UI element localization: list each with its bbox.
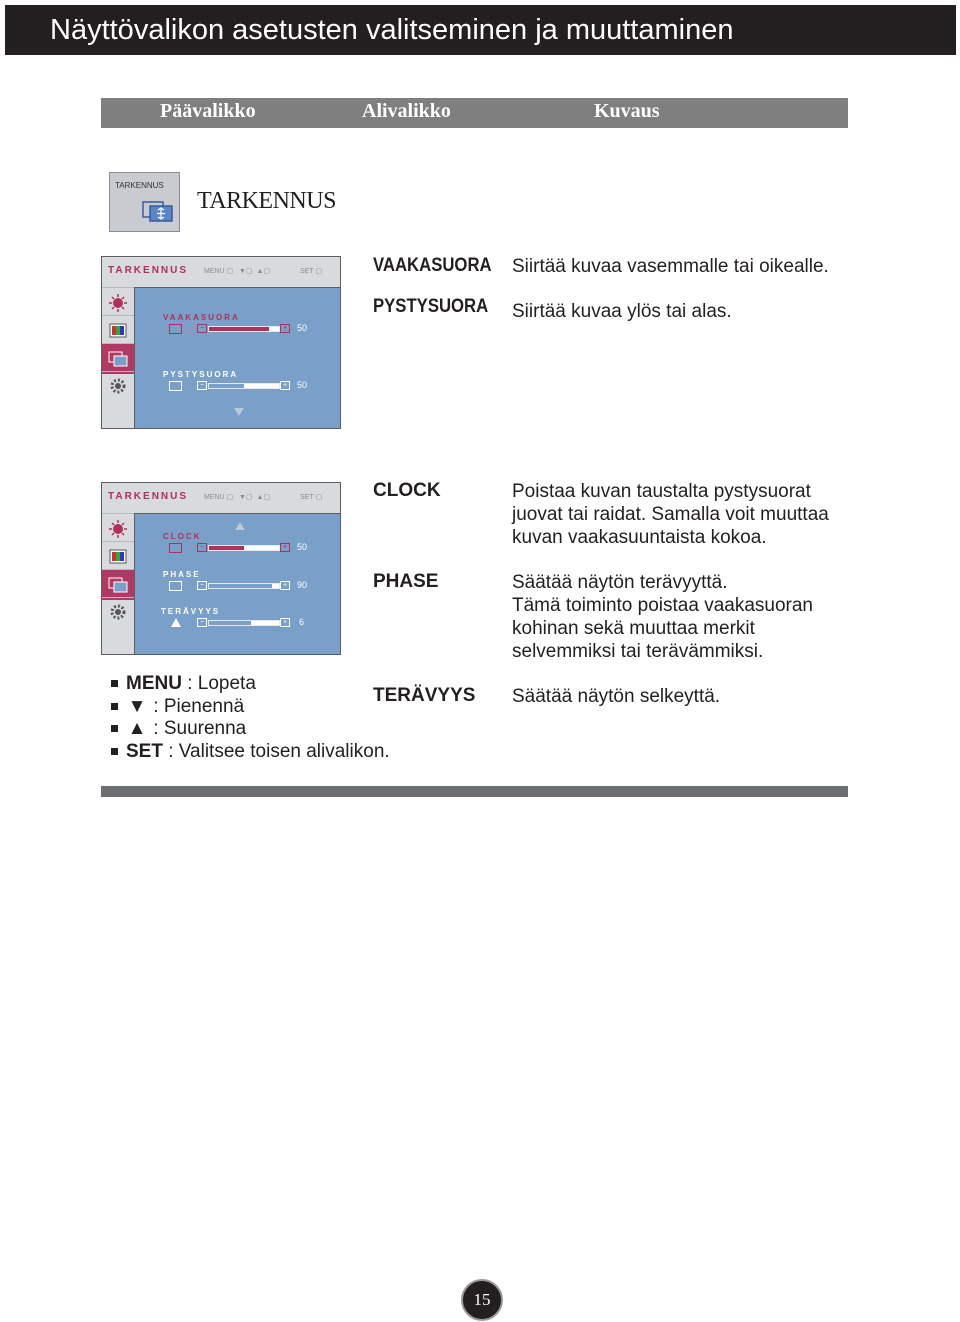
osd-item-value: 50	[297, 380, 308, 390]
main-menu-icon	[109, 172, 180, 232]
clock-icon	[169, 543, 182, 553]
legend-item	[111, 741, 390, 764]
bullet-icon	[111, 725, 118, 732]
submenu-label-phase: PHASE	[373, 571, 439, 592]
minus-icon: −	[197, 324, 207, 333]
vertical-position-icon	[169, 381, 182, 391]
legend-key: SET	[126, 740, 163, 762]
description-sharpness	[512, 685, 720, 708]
osd-item-label: VAAKASUORA	[163, 313, 240, 322]
title-bar	[5, 5, 956, 55]
main-menu-icon-label: TARKENNUS	[115, 181, 164, 190]
color-tab-icon	[102, 315, 134, 346]
submenu-label-horizontal: VAAKASUORA	[373, 255, 492, 276]
minus-icon: −	[197, 381, 207, 390]
osd-item-panel	[134, 287, 340, 428]
osd-menu-hint-label: MENU	[204, 268, 225, 275]
description-line: Poistaa kuvan taustalta pystysuorat	[512, 481, 811, 502]
plus-icon: +	[280, 543, 290, 552]
submenu-label-clock: CLOCK	[373, 480, 441, 501]
osd-tab-column	[102, 513, 134, 654]
plus-icon: +	[280, 324, 290, 333]
scroll-down-arrow-icon	[234, 408, 244, 416]
tracking-tab-icon	[102, 343, 134, 374]
legend-item	[111, 696, 390, 719]
description-line: Tämä toiminto poistaa vaakasuoran	[512, 595, 813, 616]
page-title: Näyttövalikon asetusten valitseminen ja muuttaminen	[50, 14, 734, 46]
osd-item-label: PHASE	[163, 570, 201, 579]
description-line: kohinan sekä muuttaa merkit	[512, 618, 755, 639]
osd-screenshot-clock	[101, 482, 341, 655]
osd-screenshot-position	[101, 256, 341, 429]
legend-text: : Pienennä	[148, 695, 245, 717]
slider-track	[208, 326, 280, 332]
bullet-icon	[111, 680, 118, 687]
description-phase	[512, 571, 813, 663]
legend-item	[111, 718, 390, 741]
color-tab-icon	[102, 541, 134, 572]
osd-set-hint: SET ▢	[300, 494, 323, 501]
description-vertical	[512, 300, 732, 323]
plus-icon: +	[280, 381, 290, 390]
submenu-label-sharpness: TERÄVYYS	[373, 685, 476, 706]
description-horizontal	[512, 255, 829, 278]
osd-title: TARKENNUS	[108, 491, 189, 502]
slider-track	[208, 583, 280, 589]
tracking-tab-icon	[102, 569, 134, 600]
bullet-icon	[111, 748, 118, 755]
legend-text: : Lopeta	[181, 673, 256, 694]
osd-item-value: 6	[299, 617, 305, 627]
osd-menu-hint-label: MENU	[204, 494, 225, 501]
plus-icon: +	[280, 581, 290, 590]
slider-fill	[209, 327, 269, 331]
description-line: Siirtää kuvaa ylös tai alas.	[512, 301, 732, 322]
slider-fill	[209, 621, 251, 625]
submenu-label-vertical: PYSTYSUORA	[373, 296, 489, 317]
main-menu-title: TARKENNUS	[197, 188, 336, 214]
description-clock	[512, 480, 829, 549]
tracking-icon	[142, 199, 174, 223]
osd-item-label: TERÄVYYS	[161, 607, 221, 616]
osd-menu-hint: MENU ▢ ▼▢ ▲▢	[204, 268, 270, 275]
section-footer-bar	[101, 786, 848, 797]
osd-tab-column	[102, 287, 134, 428]
osd-item-label: CLOCK	[163, 532, 202, 541]
description-line: Säätää näytön selkeyttä.	[512, 686, 721, 707]
setup-tab-icon	[102, 597, 134, 628]
osd-item-value: 90	[297, 580, 308, 590]
legend-key: ▲	[127, 718, 147, 739]
horizontal-position-icon	[169, 324, 182, 334]
scroll-up-arrow-icon	[235, 522, 245, 530]
plus-icon: +	[280, 618, 290, 627]
button-legend	[111, 673, 390, 763]
osd-title: TARKENNUS	[108, 265, 189, 276]
description-line: Säätää näytön terävyyttä.	[512, 572, 728, 593]
bullet-icon	[111, 703, 118, 710]
description-line: juovat tai raidat. Samalla voit muuttaa	[512, 504, 829, 525]
osd-menu-hint: MENU ▢ ▼▢ ▲▢	[204, 494, 270, 501]
osd-item-panel	[134, 513, 340, 654]
slider-track	[208, 383, 280, 389]
osd-set-hint: SET ▢	[300, 268, 323, 275]
slider-fill	[209, 546, 244, 550]
legend-item	[111, 673, 390, 696]
description-line: kuvan vaakasuuntaista kokoa.	[512, 527, 767, 548]
description-line: selvemmiksi tai terävämmiksi.	[512, 641, 764, 662]
brightness-tab-icon	[102, 287, 134, 318]
osd-set-hint-label: SET	[300, 494, 314, 501]
legend-text: : Valitsee toisen alivalikon.	[162, 740, 390, 762]
osd-item-value: 50	[297, 542, 308, 552]
legend-key: MENU	[126, 673, 182, 694]
slider-track	[208, 620, 280, 626]
legend-key: ▼	[127, 695, 147, 717]
setup-tab-icon	[102, 371, 134, 402]
osd-set-hint-label: SET	[300, 268, 314, 275]
slider-fill	[209, 584, 272, 588]
slider-fill	[209, 384, 244, 388]
slider-track	[208, 545, 280, 551]
osd-item-label: PYSTYSUORA	[163, 370, 239, 379]
minus-icon: −	[197, 618, 207, 627]
brightness-tab-icon	[102, 513, 134, 544]
column-header	[101, 98, 848, 128]
description-line: Siirtää kuvaa vasemmalle tai oikealle.	[512, 256, 829, 277]
phase-icon	[169, 581, 182, 591]
osd-item-value: 50	[297, 323, 308, 333]
legend-text: : Suurenna	[148, 718, 247, 739]
header-main-menu: Päävalikko	[160, 100, 256, 122]
header-description: Kuvaus	[594, 100, 660, 122]
minus-icon: −	[197, 543, 207, 552]
page-number: 15	[461, 1279, 503, 1321]
minus-icon: −	[197, 581, 207, 590]
header-submenu: Alivalikko	[362, 100, 451, 122]
sharpness-icon	[171, 618, 181, 627]
